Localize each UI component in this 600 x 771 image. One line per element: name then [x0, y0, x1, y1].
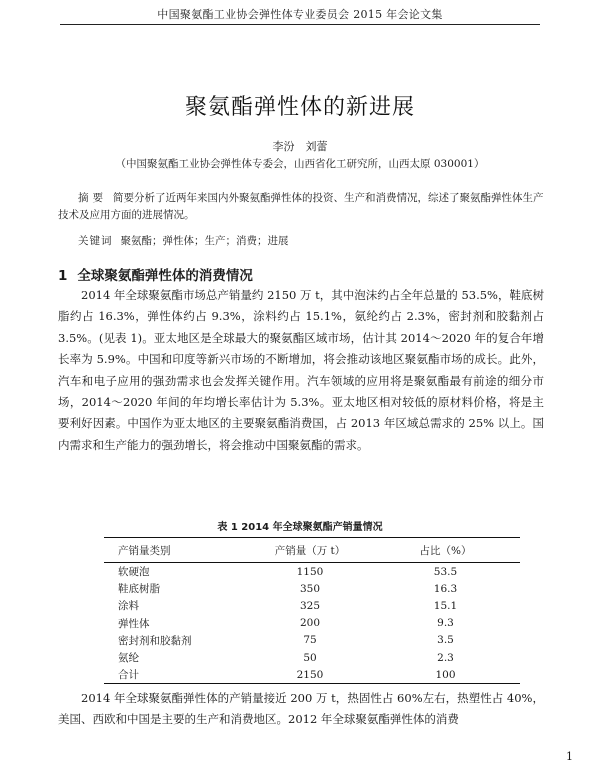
table-cell: 200 [299, 617, 321, 630]
table-cell: 合计 [104, 666, 249, 684]
table-row-total [104, 666, 520, 684]
table-cell: 1150 [296, 565, 324, 578]
table-cell: 密封剂和胶黏剂 [118, 634, 192, 647]
table-cell: 鞋底树脂 [118, 583, 160, 596]
body-paragraph-1: 2014 年全球聚氨酯市场总产销量约 2150 万 t，其中泡沫约占全年总量的 53.5%，鞋底树脂约占 16.3%，弹性体约占 9.3%，涂料约占 15.1%，氨纶约占 2.3%，密封剂和胶黏剂占 3.5%。(见表 1)。亚太地区是全球最大的聚氨酯区域市场，估计其 2014～2020 年的复合年增长率为 5.9%。中国和印度等新兴市场的不断增加，将会推动该地区聚氨酯市场的成长。此外，汽车和电子应用的强劲需求也会发挥关键作用。汽车领域的应用将是聚氨酯最有前途的细分市场，2014～2020 年间的年均增长率估计为 5.3%。亚太地区相对较低的原材料价格，将是主要利好因素。中国作为亚太地区的主要聚氨酯消费国，占 2013 年区域总需求的 25% 以上。国内需求和生产能力的强劲增长，将会推动中国聚氨酯的需求。 [58, 288, 544, 452]
table-caption: 表 1 2014 年全球聚氨酯产销量情况 [217, 522, 383, 533]
abstract-label: 摘要 [78, 192, 107, 204]
table-cell: 2.3 [437, 651, 454, 664]
section-heading [58, 264, 253, 284]
authors: 李汾 刘蕾 [272, 140, 328, 153]
keywords-label: 关键词 [78, 235, 113, 247]
table-cell: 弹性体 [118, 617, 150, 630]
abstract [58, 190, 544, 224]
column-header: 产销量类别 [104, 538, 249, 563]
section-number: 1 [58, 268, 68, 284]
table-cell: 涂料 [118, 600, 139, 613]
keywords-text: 聚氨酯；弹性体；生产；消费；进展 [120, 235, 289, 247]
table-row [104, 615, 520, 632]
table-cell: 9.3 [437, 617, 454, 630]
running-head: 中国聚氨酯工业协会弹性体专业委员会 2015 年会论文集 [157, 8, 443, 21]
header-rule [60, 24, 540, 25]
table-cell: 75 [303, 634, 317, 647]
table-cell: 3.5 [437, 634, 454, 647]
column-header: 产销量（万 t） [249, 538, 371, 563]
column-header: 占比（%） [371, 538, 520, 563]
table-cell: 软硬泡 [118, 566, 150, 579]
keywords [58, 233, 544, 250]
section-title: 全球聚氨酯弹性体的消费情况 [77, 268, 253, 284]
table-cell: 2150 [249, 666, 371, 684]
table-cell: 50 [303, 651, 317, 664]
table-cell: 15.1 [433, 599, 458, 612]
table-row [104, 563, 520, 581]
table-row [104, 632, 520, 649]
data-table [104, 537, 520, 684]
table-cell: 16.3 [433, 582, 458, 595]
page-number: 1 [566, 750, 573, 763]
table-row [104, 580, 520, 597]
table-row [104, 649, 520, 666]
table-cell: 氨纶 [118, 652, 139, 665]
table-cell: 100 [371, 666, 520, 684]
table-cell: 53.5 [433, 565, 458, 578]
paper-title: 聚氨酯弹性体的新进展 [184, 95, 415, 120]
abstract-text: 简要分析了近两年来国内外聚氨酯弹性体的投资、生产和消费情况，综述了聚氨酯弹性体生产技术及应用方面的进展情况。 [58, 192, 544, 221]
table-header-row [104, 538, 520, 563]
affiliation: （中国聚氨酯工业协会弹性体专委会，山西省化工研究所，山西太原 030001） [115, 158, 485, 170]
table-row [104, 597, 520, 614]
table-cell: 325 [299, 599, 321, 612]
table-cell: 350 [299, 582, 321, 595]
body-paragraph-2: 2014 年全球聚氨酯弹性体的产销量接近 200 万 t，热固性占 60%左右，热塑性占 40%，美国、西欧和中国是主要的生产和消费地区。2012 年全球聚氨酯弹性体的消费 [58, 691, 544, 727]
